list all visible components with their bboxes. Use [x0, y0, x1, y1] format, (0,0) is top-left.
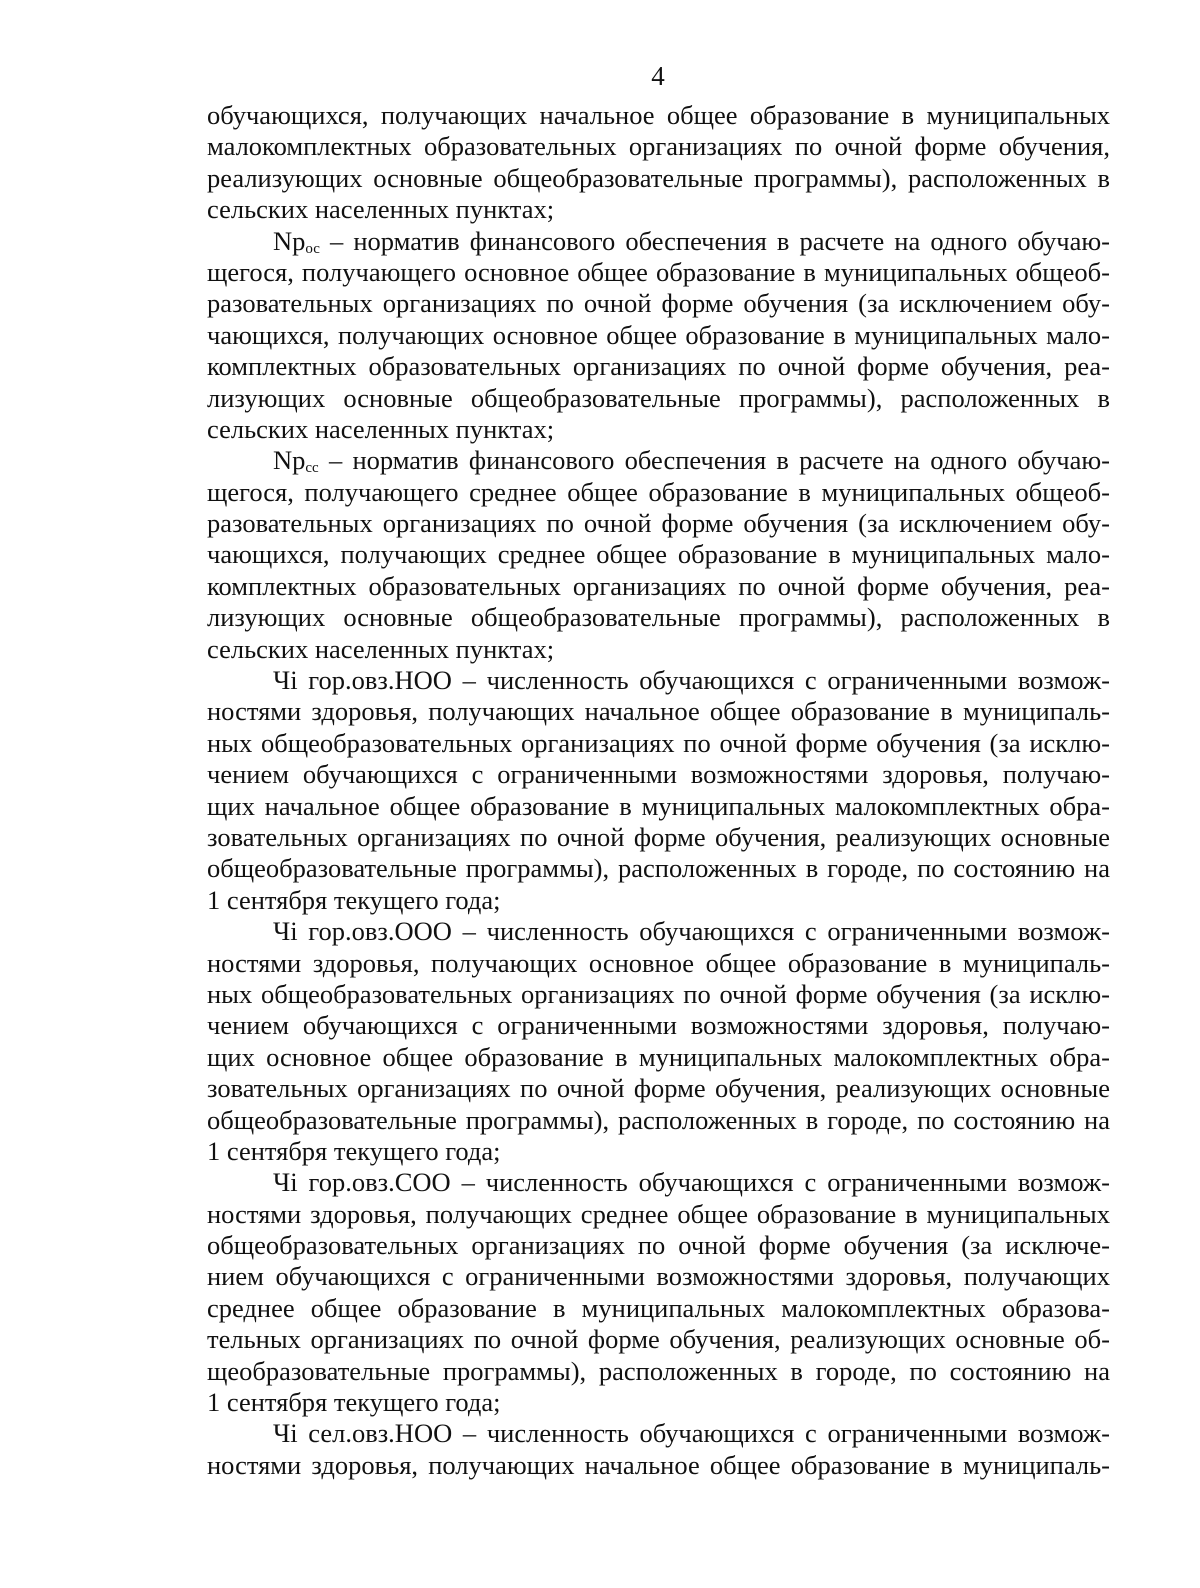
line-text: Чi гор.овз.НОО – численность обучающихся с ограниченными возмож- [273, 665, 1110, 696]
line-text: чающихся, получающих основное общее образование в муниципальных мало- [207, 319, 1110, 350]
line-text: 1 сентября текущего года; [207, 884, 501, 915]
line-text: общеобразовательные программы), расположенных в городе, по состоянию на [207, 1104, 1110, 1135]
text-line [207, 1010, 1110, 1041]
line-text: чением обучающихся с ограниченными возможностями здоровья, получаю- [207, 1010, 1110, 1041]
text-line [207, 508, 1110, 539]
line-text: Чi гор.овз.СОО – численность обучающихся с ограниченными возмож- [273, 1167, 1110, 1198]
text-line [207, 728, 1110, 759]
line-text: общеобразовательные программы), расположенных в городе, по состоянию на [207, 853, 1110, 884]
text-line [207, 1387, 1110, 1418]
text-line [207, 822, 1110, 853]
text-line [207, 131, 1110, 162]
formula-symbol: Np [273, 445, 306, 476]
text-line [207, 1261, 1110, 1292]
line-text: щих начальное общее образование в муниципальных малокомплектных обра- [207, 790, 1110, 821]
text-line [207, 477, 1110, 508]
text-line [207, 1105, 1110, 1136]
document-body [207, 100, 1110, 1481]
line-text: зовательных организациях по очной форме обучения, реализующих основные [207, 1073, 1110, 1104]
text-line [207, 1450, 1110, 1481]
line-text: 1 сентября текущего года; [207, 1387, 501, 1418]
text-line [207, 1136, 1110, 1167]
line-text: комплектных образовательных организациях по очной форме обучения, реа- [207, 351, 1110, 382]
line-text: 1 сентября текущего года; [207, 1135, 501, 1166]
line-text: – норматив финансового обеспечения в расчете на одного обучаю- [318, 445, 1110, 476]
line-text: общеобразовательных организациях по очной форме обучения (за исключе- [207, 1230, 1110, 1261]
line-text: щеобразовательные программы), расположенных в городе, по состоянию на [207, 1355, 1110, 1386]
text-line [207, 853, 1110, 884]
line-text: нием обучающихся с ограниченными возможностями здоровья, получающих [207, 1261, 1110, 1292]
text-line [207, 257, 1110, 288]
text-line [207, 665, 1110, 696]
line-text: ных общеобразовательных организациях по очной форме обучения (за исклю- [207, 727, 1110, 758]
text-line [207, 791, 1110, 822]
text-line [207, 602, 1110, 633]
line-text: чающихся, получающих среднее общее образование в муниципальных мало- [207, 539, 1110, 570]
text-line [207, 383, 1110, 414]
line-text: ностями здоровья, получающих среднее общее образование в муниципальных [207, 1198, 1110, 1229]
text-line [207, 288, 1110, 319]
text-line [207, 414, 1110, 445]
text-line [207, 948, 1110, 979]
page-number: 4 [651, 61, 665, 91]
text-line [207, 194, 1110, 225]
formula-subscript: ос [305, 240, 320, 257]
line-text: малокомплектных образовательных организациях по очной форме обучения, [207, 131, 1110, 162]
text-line [207, 1418, 1110, 1449]
line-text: лизующих основные общеобразовательные программы), расположенных в [207, 382, 1110, 413]
text-line [207, 1042, 1110, 1073]
line-text: лизующих основные общеобразовательные программы), расположенных в [207, 602, 1110, 633]
line-text: тельных организациях по очной форме обучения, реализующих основные об- [207, 1324, 1110, 1355]
line-text: сельских населенных пунктах; [207, 633, 555, 664]
text-line [207, 1293, 1110, 1324]
text-line [207, 885, 1110, 916]
line-text: ных общеобразовательных организациях по очной форме обучения (за исклю- [207, 978, 1110, 1009]
text-line [207, 1230, 1110, 1261]
formula-subscript: сс [305, 460, 319, 477]
text-line [207, 1199, 1110, 1230]
line-text: реализующих основные общеобразовательные программы), расположенных в [207, 162, 1110, 193]
line-text: – норматив финансового обеспечения в расчете на одного обучаю- [319, 225, 1110, 256]
line-text: Чi гор.овз.ООО – численность обучающихся с ограниченными возмож- [273, 916, 1110, 947]
text-line [207, 634, 1110, 665]
line-text: среднее общее образование в муниципальных малокомплектных образова- [207, 1292, 1110, 1323]
text-line [207, 696, 1110, 727]
text-line [207, 916, 1110, 947]
text-line [207, 320, 1110, 351]
text-line [207, 1167, 1110, 1198]
text-line [207, 226, 1110, 257]
line-text: Чi сел.овз.НОО – численность обучающихся с ограниченными возмож- [273, 1418, 1110, 1449]
line-text: щегося, получающего основное общее образование в муниципальных общеоб- [207, 256, 1110, 287]
line-text: разовательных организациях по очной форме обучения (за исключением обу- [207, 288, 1110, 319]
formula-symbol: Np [273, 225, 306, 256]
line-text: разовательных организациях по очной форме обучения (за исключением обу- [207, 508, 1110, 539]
line-text: чением обучающихся с ограниченными возможностями здоровья, получаю- [207, 759, 1110, 790]
line-text: сельских населенных пунктах; [207, 413, 555, 444]
text-line [207, 1356, 1110, 1387]
line-text: ностями здоровья, получающих начальное общее образование в муниципаль- [207, 1449, 1110, 1480]
text-line [207, 759, 1110, 790]
line-text: сельских населенных пунктах; [207, 194, 555, 225]
line-text: ностями здоровья, получающих начальное общее образование в муниципаль- [207, 696, 1110, 727]
line-text: ностями здоровья, получающих основное общее образование в муниципаль- [207, 947, 1110, 978]
text-line [207, 571, 1110, 602]
line-text: щих основное общее образование в муниципальных малокомплектных обра- [207, 1041, 1110, 1072]
text-line [207, 351, 1110, 382]
text-line [207, 445, 1110, 476]
text-line [207, 163, 1110, 194]
line-text: обучающихся, получающих начальное общее образование в муниципальных [207, 100, 1110, 130]
text-line [207, 1073, 1110, 1104]
line-text: щегося, получающего среднее общее образование в муниципальных общеоб- [207, 476, 1110, 507]
text-line [207, 100, 1110, 131]
text-line [207, 1324, 1110, 1355]
text-line [207, 539, 1110, 570]
line-text: зовательных организациях по очной форме обучения, реализующих основные [207, 821, 1110, 852]
text-line [207, 979, 1110, 1010]
line-text: комплектных образовательных организациях по очной форме обучения, реа- [207, 570, 1110, 601]
